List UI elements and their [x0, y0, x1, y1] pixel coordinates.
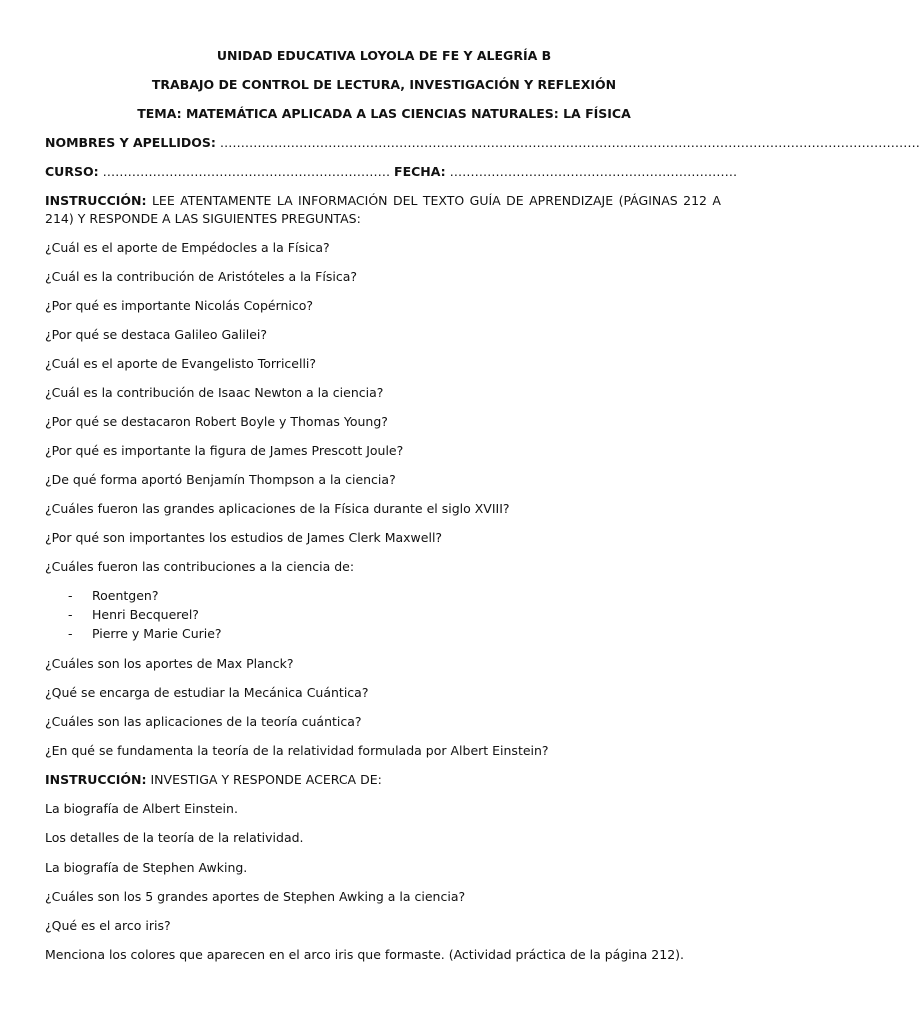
question-6: ¿Cuál es la contribución de Isaac Newton a la ciencia? [45, 385, 384, 400]
instruction-2-text: INVESTIGA Y RESPONDE ACERCA DE: [150, 772, 382, 787]
instruction-2-label: INSTRUCCIÓN: [45, 772, 147, 787]
question-12: ¿Cuáles fueron las contribuciones a la ciencia de: [45, 559, 355, 574]
research-item-5: ¿Qué es el arco iris? [45, 918, 171, 933]
question-7: ¿Por qué se destacaron Robert Boyle y Thomas Young? [45, 414, 388, 429]
course-blank: …………………………………………………………… [102, 164, 391, 179]
research-item-2: Los detalles de la teoría de la relatividad. [45, 830, 304, 845]
work-title: TRABAJO DE CONTROL DE LECTURA, INVESTIGACIÓN Y REFLEXIÓN [151, 77, 617, 92]
instruction-1 [45, 192, 721, 228]
bullet-dash: - [68, 626, 73, 641]
course-label: CURSO: [45, 164, 99, 179]
question-13: ¿Cuáles son los aportes de Max Planck? [45, 656, 294, 671]
instruction-1-text: LEE ATENTAMENTE LA INFORMACIÓN DEL TEXTO GUÍA DE APRENDIZAJE (PÁGINAS 212 A 214) Y RESPONDE A LAS SIGUIENTES PREGUNTAS: [45, 193, 721, 226]
question-11: ¿Por qué son importantes los estudios de James Clerk Maxwell? [45, 530, 443, 545]
question-14: ¿Qué se encarga de estudiar la Mecánica Cuántica? [45, 685, 369, 700]
bullet-item [68, 588, 158, 603]
bullet-item [68, 607, 199, 622]
research-item-3: La biografía de Stephen Awking. [45, 860, 248, 875]
research-item-6: Menciona los colores que aparecen en el arco iris que formaste. (Actividad práctica de la página 212). [45, 947, 684, 962]
names-blank: …………………………………………………………………………………………………………………………………………………… [219, 135, 920, 150]
question-2: ¿Cuál es la contribución de Aristóteles a la Física? [45, 269, 357, 284]
topic-title: TEMA: MATEMÁTICA APLICADA A LAS CIENCIAS NATURALES: LA FÍSICA [137, 106, 631, 121]
bullet-dash: - [68, 588, 73, 603]
course-date-field [45, 164, 738, 179]
date-blank: …………………………………………………………… [449, 164, 738, 179]
bullet-text: Henri Becquerel? [92, 607, 199, 622]
question-5: ¿Cuál es el aporte de Evangelisto Torricelli? [45, 356, 317, 371]
question-16: ¿En qué se fundamenta la teoría de la relatividad formulada por Albert Einstein? [45, 743, 549, 758]
question-8: ¿Por qué es importante la figura de James Prescott Joule? [45, 443, 404, 458]
question-10: ¿Cuáles fueron las grandes aplicaciones de la Física durante el siglo XVIII? [45, 501, 510, 516]
bullet-text: Roentgen? [92, 588, 159, 603]
question-4: ¿Por qué se destaca Galileo Galilei? [45, 327, 268, 342]
date-label: FECHA: [394, 164, 446, 179]
names-label: NOMBRES Y APELLIDOS: [45, 135, 216, 150]
school-title: UNIDAD EDUCATIVA LOYOLA DE FE Y ALEGRÍA B [216, 48, 552, 63]
bullet-item [68, 626, 222, 641]
question-1: ¿Cuál es el aporte de Empédocles a la Física? [45, 240, 330, 255]
question-15: ¿Cuáles son las aplicaciones de la teoría cuántica? [45, 714, 362, 729]
research-item-1: La biografía de Albert Einstein. [45, 801, 238, 816]
research-item-4: ¿Cuáles son los 5 grandes aportes de Stephen Awking a la ciencia? [45, 889, 466, 904]
bullet-text: Pierre y Marie Curie? [92, 626, 222, 641]
instruction-1-label: INSTRUCCIÓN: [45, 193, 147, 208]
question-9: ¿De qué forma aportó Benjamín Thompson a la ciencia? [45, 472, 396, 487]
bullet-dash: - [68, 607, 73, 622]
names-field [45, 135, 920, 150]
question-3: ¿Por qué es importante Nicolás Copérnico? [45, 298, 314, 313]
instruction-2 [45, 772, 721, 787]
